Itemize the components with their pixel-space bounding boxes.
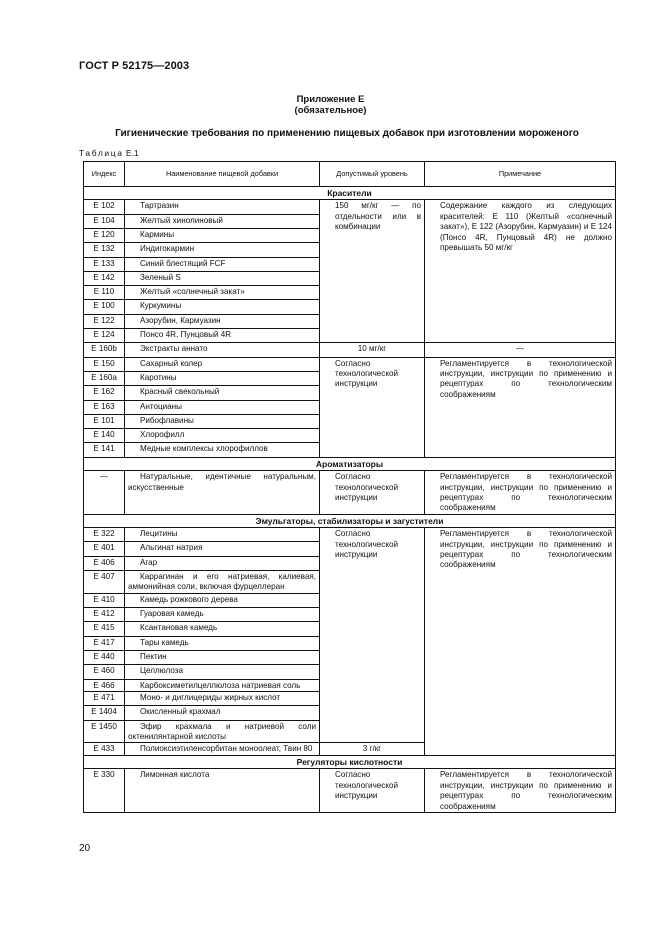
cell-name — [125, 665, 320, 679]
cell-note-dyes-group1 — [425, 200, 616, 343]
cell-index: Е 120 — [84, 229, 125, 243]
cell-index: Е 101 — [84, 414, 125, 428]
cell-name-text: Моно- и диглицериды жирных кислот — [140, 693, 281, 703]
cell-index: Е 160b — [84, 343, 125, 357]
cell-name-text: Гуаровая камедь — [140, 609, 204, 619]
cell-name — [125, 400, 320, 414]
section-row-acidity — [84, 755, 616, 768]
cell-name — [125, 286, 320, 300]
cell-note-text: Регламентируется в технологической инструкции, инструкции по применению и рецептурах по технологическим соображениям — [440, 472, 612, 513]
appendix-heading — [0, 94, 661, 116]
cell-name — [125, 271, 320, 285]
cell-name — [125, 542, 320, 556]
cell-name — [125, 622, 320, 636]
cell-name — [125, 692, 320, 706]
cell-note-text: Регламентируется в технологической инструкции, инструкции по применению и рецептурах по технологическим соображениям — [440, 358, 612, 399]
table-label-number: Е.1 — [125, 148, 139, 158]
cell-level-dyes-group2 — [320, 357, 425, 457]
cell-level-emulsifiers — [320, 528, 425, 743]
cell-note-text: Регламентируется в технологической инструкции, инструкции по применению и рецептурах по технологическим соображениям — [440, 770, 612, 811]
cell-index: Е 406 — [84, 556, 125, 570]
cell-level-text: Согласно технологической инструкции — [335, 472, 398, 502]
table-header-row — [84, 162, 616, 187]
cell-index: Е 110 — [84, 286, 125, 300]
cell-note-flavors — [425, 471, 616, 515]
cell-level-text: Согласно технологической инструкции — [335, 358, 398, 389]
cell-index: Е 163 — [84, 400, 125, 414]
cell-name: Каррагинан и его натриевая, калиевая, аммонийная соли, включая фурцеллеран — [125, 571, 320, 594]
cell-level-acidity — [320, 769, 425, 813]
column-header-name: Наименование пищевой добавки — [125, 162, 320, 187]
table-row — [84, 769, 616, 813]
cell-index: Е 466 — [84, 679, 125, 691]
section-title-flavors: Ароматизаторы — [84, 457, 616, 470]
cell-name-text: Красный свекольный — [140, 387, 220, 397]
additives-table — [83, 161, 616, 813]
table-row — [84, 200, 616, 214]
cell-note-acidity — [425, 769, 616, 813]
cell-index: Е 124 — [84, 329, 125, 343]
section-row-flavors — [84, 457, 616, 470]
page-number: 20 — [79, 843, 91, 854]
cell-name — [125, 371, 320, 385]
cell-level-dyes-group1 — [320, 200, 425, 343]
document-title: Гигиенические требования по применению пищевых добавок при изготовлении мороженого — [115, 128, 579, 139]
cell-name-text: Кармины — [140, 230, 175, 239]
cell-name — [125, 556, 320, 570]
cell-level-flavors — [320, 471, 425, 515]
cell-name — [125, 357, 320, 371]
cell-index: Е 160a — [84, 371, 125, 385]
cell-name: Полиоксиэтиленсорбитан моноолеат, Твин 80 — [125, 743, 320, 755]
cell-name-text: Сахарный колер — [140, 358, 203, 368]
cell-name-text: Каротины — [140, 372, 177, 382]
cell-name — [125, 769, 320, 813]
cell-index: Е 150 — [84, 357, 125, 371]
cell-index: Е 132 — [84, 243, 125, 257]
table-row — [84, 357, 616, 371]
cell-level-text: 150 мг/кг — по отдельности или в комбинации — [335, 201, 421, 232]
cell-name: Натуральные, идентичные натуральным, искусственные — [125, 471, 320, 515]
cell-name — [125, 229, 320, 243]
cell-name-text: Альгинат натрия — [140, 543, 203, 553]
cell-name: Карбоксиметилцеллюлоза натриевая соль — [125, 679, 320, 691]
table-label-word: Таблица — [79, 148, 124, 158]
cell-name — [125, 443, 320, 457]
cell-name-text: Азорубин, Кармуазин — [140, 315, 221, 325]
appendix-status: (обязательное) — [294, 105, 367, 116]
cell-name-text: Желтый «солнечный закат» — [140, 287, 245, 297]
table-row — [84, 471, 616, 515]
cell-name — [125, 300, 320, 314]
cell-name — [125, 593, 320, 607]
cell-note-text: Регламентируется в технологической инструкции, инструкции по применению и рецептурах по технологическим соображениям — [440, 529, 612, 570]
cell-index: Е 141 — [84, 443, 125, 457]
cell-note-dyes-group2 — [425, 357, 616, 457]
cell-index: Е 471 — [84, 692, 125, 706]
column-header-level: Допустимый уровень — [320, 162, 425, 187]
column-header-index: Индекс — [84, 162, 125, 187]
cell-index: Е 417 — [84, 636, 125, 650]
cell-name-text: Индигокармин — [140, 244, 195, 254]
cell-level-text: Согласно технологической инструкции — [335, 529, 398, 559]
cell-name-text: Синий блестящий FCF — [140, 258, 226, 268]
cell-name — [125, 314, 320, 328]
cell-name — [125, 257, 320, 271]
cell-index: Е 162 — [84, 386, 125, 400]
cell-level-text: Согласно технологической инструкции — [335, 770, 398, 801]
section-row-dyes — [84, 187, 616, 200]
cell-name-text: Тартразин — [140, 201, 179, 211]
cell-index: — — [84, 471, 125, 515]
cell-name — [125, 429, 320, 443]
cell-name — [125, 243, 320, 257]
cell-name-text: Рибофлавины — [140, 415, 194, 425]
column-header-note: Примечание — [425, 162, 616, 187]
cell-index: Е 322 — [84, 528, 125, 542]
cell-level-e433: 3 г/кг — [320, 743, 425, 755]
cell-name-text: Медные комплексы хлорофиллов — [140, 444, 268, 454]
cell-name-text: Желтый хинолиновый — [140, 215, 223, 225]
cell-index: Е 401 — [84, 542, 125, 556]
cell-index: Е 140 — [84, 429, 125, 443]
cell-name-text: Антоцианы — [140, 401, 182, 411]
cell-name-text: Куркумины — [140, 301, 182, 311]
cell-index: Е 100 — [84, 300, 125, 314]
standard-header: ГОСТ Р 52175—2003 — [79, 60, 190, 72]
table-row — [84, 528, 616, 542]
cell-note-emulsifiers — [425, 528, 616, 756]
cell-index: Е 412 — [84, 608, 125, 622]
cell-name-text: Пектин — [140, 652, 167, 662]
section-row-emulsifiers — [84, 514, 616, 527]
cell-name-text: Зеленый S — [140, 272, 181, 282]
cell-index: Е 102 — [84, 200, 125, 214]
cell-name-text: Целлюлоза — [140, 666, 183, 676]
cell-index: Е 415 — [84, 622, 125, 636]
cell-index: Е 460 — [84, 665, 125, 679]
cell-name — [125, 343, 320, 357]
cell-level-annatto: 10 мг/кг — [320, 343, 425, 357]
cell-note-text: Содержание каждого из следующих красителей: Е 110 (Желтый «солнечный закат»), Е 122 (Азорубин, Кармуазин) и Е 124 (Понсо 4R, Пунцовый 4R) не должно превышать 50 мг/кг — [440, 201, 612, 253]
cell-name-text: Хлорофилл — [140, 430, 185, 440]
table-row — [84, 343, 616, 357]
section-title-emulsifiers: Эмульгаторы, стабилизаторы и загустители — [84, 514, 616, 527]
cell-index: Е 410 — [84, 593, 125, 607]
cell-name — [125, 636, 320, 650]
table-label — [79, 148, 139, 158]
cell-name-text: Экстракты аннато — [140, 344, 208, 354]
cell-name-text: Ксантановая камедь — [140, 623, 218, 633]
cell-name — [125, 528, 320, 542]
cell-name-text: Лимонная кислота — [140, 770, 210, 780]
appendix-title: Приложение Е — [296, 94, 365, 105]
cell-index: Е 1450 — [84, 720, 125, 743]
cell-name — [125, 608, 320, 622]
cell-name — [125, 329, 320, 343]
cell-name-text: Агар — [140, 557, 158, 567]
cell-name-text: Камедь рожкового дерева — [140, 594, 238, 604]
cell-index: Е 1404 — [84, 706, 125, 720]
cell-index: Е 330 — [84, 769, 125, 813]
cell-index: Е 440 — [84, 651, 125, 665]
cell-index: Е 122 — [84, 314, 125, 328]
cell-name-text: Тары камедь — [140, 637, 189, 647]
section-title-dyes: Красители — [84, 187, 616, 200]
cell-name — [125, 200, 320, 214]
cell-index: Е 133 — [84, 257, 125, 271]
cell-index: Е 407 — [84, 571, 125, 594]
cell-name — [125, 706, 320, 720]
cell-name — [125, 414, 320, 428]
cell-name — [125, 386, 320, 400]
cell-name-text: Окисленный крахмал — [140, 707, 221, 717]
cell-index: Е 433 — [84, 743, 125, 755]
cell-name — [125, 214, 320, 228]
cell-name — [125, 651, 320, 665]
cell-index: Е 104 — [84, 214, 125, 228]
section-title-acidity: Регуляторы кислотности — [84, 755, 616, 768]
cell-name-text: Понсо 4R, Пунцовый 4R — [140, 330, 232, 340]
cell-name: Эфир крахмала и натриевой соли октенилянтарной кислоты — [125, 720, 320, 743]
cell-name-text: Лецитины — [140, 529, 178, 539]
cell-index: Е 142 — [84, 271, 125, 285]
cell-note-annatto: — — [425, 343, 616, 357]
